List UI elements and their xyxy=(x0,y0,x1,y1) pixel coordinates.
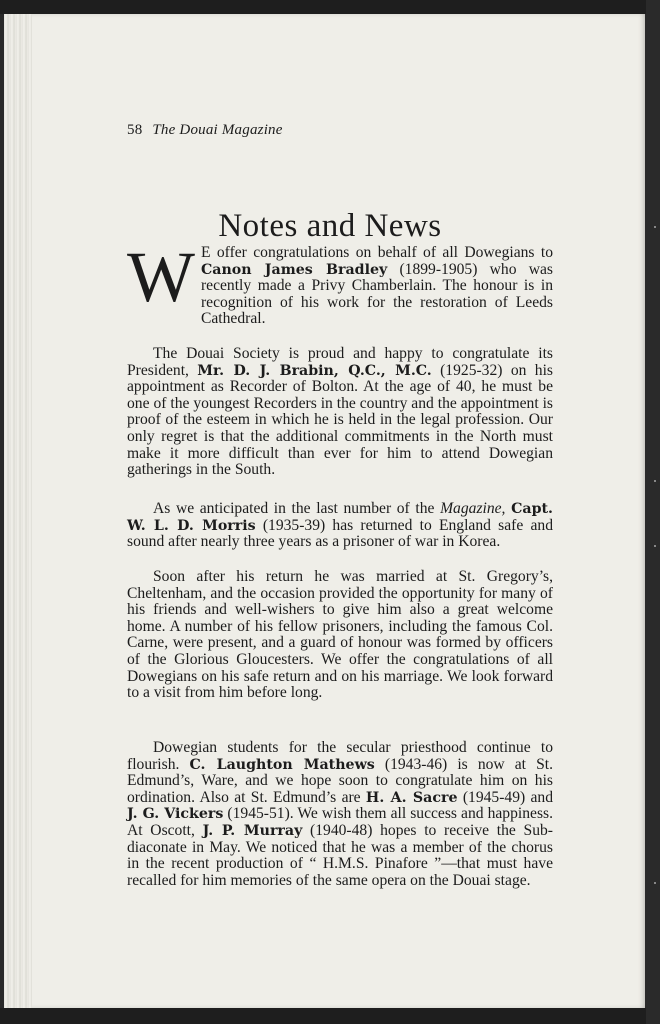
text: (1935-39) has returned to England safe and sound after nearly three years as a prisoner of war in Korea. xyxy=(127,516,553,551)
text: As we anticipated in the last number of the xyxy=(153,500,441,517)
page-title: Notes and News xyxy=(218,208,442,245)
drop-cap: W xyxy=(127,237,195,317)
running-header xyxy=(127,122,283,139)
page-edge-top xyxy=(0,0,660,14)
scan-mark xyxy=(654,882,656,884)
text: The Douai Society is proud and happy to congratulate its President, xyxy=(127,345,553,379)
text: E offer congratulations on behalf of all Dowegians to xyxy=(200,244,553,261)
magazine-italic: Magazine, xyxy=(440,500,506,517)
scan-mark xyxy=(654,545,656,547)
paragraph-marriage xyxy=(127,569,553,702)
name-bold: H. A. Sacre xyxy=(365,789,458,806)
paragraph-brabin xyxy=(127,346,553,479)
text: (1940-48) hopes to receive the Sub-diaconate in May. We noticed that he was a member of the chorus in the recent production of “ H.M.S. Pinafore ”—that must have recalled for him memories of the same opera on the Douai stage. xyxy=(127,821,553,889)
page-edge-right xyxy=(646,0,660,1024)
text: (1943-46) is now at St. Edmund’s, Ware, and we hope soon to congratulate him on his ordination. Also at St. Edmund’s are xyxy=(127,755,554,806)
page-number: 58 xyxy=(127,122,143,138)
name-bold: Capt. W. L. D. Morris xyxy=(127,501,553,534)
name-bold: C. Laughton Mathews xyxy=(189,756,375,773)
page-edge-bottom xyxy=(0,1008,660,1024)
text: (1945-49) and xyxy=(457,788,554,806)
text: (1925-32) on his appointment as Recorder of Bolton. At the age of 40, he must be one of the youngest Recorders in the country and the appointment is proof of the esteem in which he is held in the legal profession. Our only regret is that the additional commitments in the North must make it more difficult than ever for him to attend Dowegian gatherings in the South. xyxy=(127,361,553,479)
scan-mark xyxy=(654,226,656,228)
paragraph-morris xyxy=(127,501,553,551)
name-bold: J. G. Vickers xyxy=(127,806,224,823)
name-bold: Canon James Bradley xyxy=(200,261,388,278)
name-bold: Mr. D. J. Brabin, Q.C., M.C. xyxy=(197,362,432,379)
text: Soon after his return he was married at St. Gregory’s, Cheltenham, and the occasion provided the opportunity for many of his friends and well-wishers to give him also a great welcome home. A number of his fellow prisoners, including the famous Col. Carne, were present, and a guard of honour was formed by officers of the Glorious Gloucesters. We offer the congratulations of all Dowegians on his safe return and on his marriage. We look forward to a visit from him before long. xyxy=(127,568,553,702)
paragraph-students xyxy=(127,740,553,889)
text: (1899-1905) who was recently made a Privy Chamberlain. The honour is in recognition of his work for the restoration of Leeds Cathedral. xyxy=(200,260,553,328)
text: Dowegian students for the secular priesthood continue to flourish. xyxy=(127,739,553,773)
paragraph-bradley xyxy=(127,237,553,328)
book-gutter xyxy=(4,14,32,1008)
scan-mark xyxy=(654,480,656,482)
journal-title: The Douai Magazine xyxy=(152,122,283,138)
name-bold: J. P. Murray xyxy=(202,822,303,839)
text: (1945-51). We wish them all success and happiness. At Oscott, xyxy=(127,805,553,839)
